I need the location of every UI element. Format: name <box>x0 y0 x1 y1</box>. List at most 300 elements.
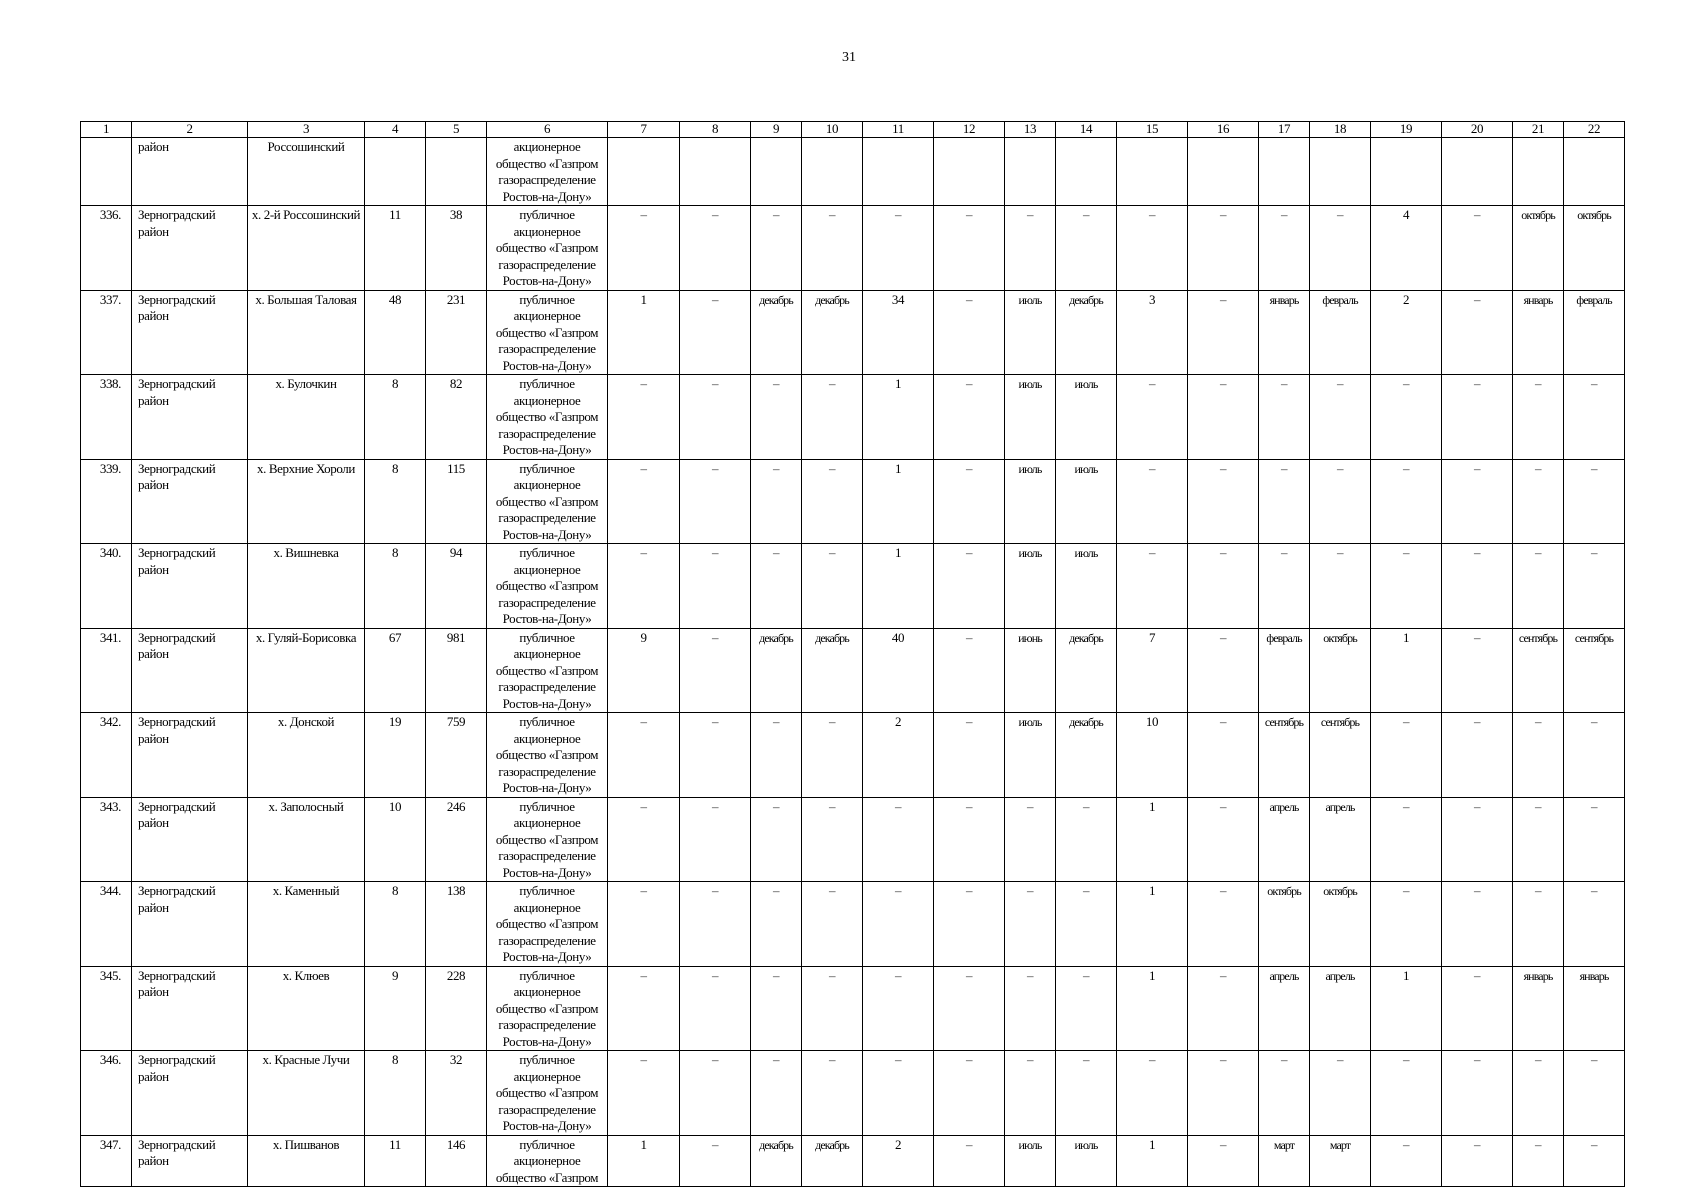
col-13-cell: – <box>1005 966 1056 1051</box>
column-number-2: 2 <box>132 122 248 138</box>
col-14-cell: июль <box>1056 459 1117 544</box>
col-16-cell: – <box>1188 1051 1259 1136</box>
col-15-cell: – <box>1117 375 1188 460</box>
col-10-cell: – <box>802 375 863 460</box>
col-4-cell: 9 <box>365 966 426 1051</box>
column-number-12: 12 <box>934 122 1005 138</box>
col-20-cell: – <box>1442 882 1513 967</box>
col-17-cell: март <box>1259 1135 1310 1187</box>
col-5-cell: 246 <box>426 797 487 882</box>
operator-cell: публичное акционерное общество «Газпром газораспределение Ростов-на-Дону» <box>487 290 608 375</box>
col-16-cell: – <box>1188 882 1259 967</box>
col-7-cell: – <box>608 1051 680 1136</box>
col-13-cell: – <box>1005 206 1056 291</box>
col-8-cell: – <box>680 797 751 882</box>
district-cell: Зерноградский район <box>132 206 248 291</box>
col-17-cell: – <box>1259 544 1310 629</box>
col-13-cell: – <box>1005 797 1056 882</box>
settlement-cell: х. Верхние Хороли <box>248 459 365 544</box>
col-20-cell: – <box>1442 206 1513 291</box>
col-5-cell <box>426 138 487 206</box>
col-15-cell: 1 <box>1117 966 1188 1051</box>
operator-cell: публичное акционерное общество «Газпром газораспределение Ростов-на-Дону» <box>487 544 608 629</box>
table-row <box>81 1135 1625 1187</box>
col-7-cell <box>608 138 680 206</box>
col-5-cell: 146 <box>426 1135 487 1187</box>
col-5-cell: 38 <box>426 206 487 291</box>
col-11-cell <box>863 138 934 206</box>
operator-cell: акционерное общество «Газпром газораспределение Ростов-на-Дону» <box>487 138 608 206</box>
col-18-cell: – <box>1310 544 1371 629</box>
operator-cell: публичное акционерное общество «Газпром газораспределение Ростов-на-Дону» <box>487 375 608 460</box>
col-13-cell: июль <box>1005 375 1056 460</box>
col-15-cell: 3 <box>1117 290 1188 375</box>
table-body <box>81 122 1625 1187</box>
col-14-cell: – <box>1056 966 1117 1051</box>
col-19-cell: 1 <box>1371 966 1442 1051</box>
column-number-20: 20 <box>1442 122 1513 138</box>
col-8-cell: – <box>680 544 751 629</box>
operator-cell: публичное акционерное общество «Газпром газораспределение Ростов-на-Дону» <box>487 628 608 713</box>
column-number-8: 8 <box>680 122 751 138</box>
settlement-cell: х. 2-й Россошинский <box>248 206 365 291</box>
col-11-cell: – <box>863 206 934 291</box>
column-number-19: 19 <box>1371 122 1442 138</box>
col-11-cell: – <box>863 797 934 882</box>
col-15-cell: – <box>1117 459 1188 544</box>
col-19-cell: – <box>1371 544 1442 629</box>
operator-cell: публичное акционерное общество «Газпром газораспределение Ростов-на-Дону» <box>487 206 608 291</box>
col-12-cell: – <box>934 544 1005 629</box>
column-number-7: 7 <box>608 122 680 138</box>
col-20-cell: – <box>1442 1051 1513 1136</box>
col-20-cell: – <box>1442 628 1513 713</box>
col-21-cell: сентябрь <box>1513 628 1564 713</box>
col-22-cell <box>1564 138 1625 206</box>
col-21-cell: – <box>1513 544 1564 629</box>
col-9-cell: – <box>751 544 802 629</box>
col-8-cell: – <box>680 966 751 1051</box>
col-9-cell <box>751 138 802 206</box>
settlement-cell: х. Большая Таловая <box>248 290 365 375</box>
col-17-cell: октябрь <box>1259 882 1310 967</box>
col-22-cell: октябрь <box>1564 206 1625 291</box>
col-10-cell: – <box>802 966 863 1051</box>
col-20-cell: – <box>1442 966 1513 1051</box>
col-22-cell: – <box>1564 544 1625 629</box>
row-number: 336. <box>81 206 132 291</box>
operator-cell: публичное акционерное общество «Газпром газораспределение Ростов-на-Дону» <box>487 882 608 967</box>
table-row <box>81 459 1625 544</box>
col-19-cell: – <box>1371 1051 1442 1136</box>
operator-cell: публичное акционерное общество «Газпром газораспределение Ростов-на-Дону» <box>487 1051 608 1136</box>
col-13-cell: – <box>1005 1051 1056 1136</box>
col-21-cell: январь <box>1513 966 1564 1051</box>
row-number: 339. <box>81 459 132 544</box>
col-9-cell: – <box>751 713 802 798</box>
table-row <box>81 1051 1625 1136</box>
col-5-cell: 228 <box>426 966 487 1051</box>
column-number-1: 1 <box>81 122 132 138</box>
col-19-cell: – <box>1371 797 1442 882</box>
column-number-17: 17 <box>1259 122 1310 138</box>
col-10-cell: – <box>802 1051 863 1136</box>
col-20-cell: – <box>1442 713 1513 798</box>
col-5-cell: 231 <box>426 290 487 375</box>
district-cell: район <box>132 138 248 206</box>
row-number: 340. <box>81 544 132 629</box>
col-12-cell: – <box>934 628 1005 713</box>
row-number: 338. <box>81 375 132 460</box>
column-number-4: 4 <box>365 122 426 138</box>
col-16-cell: – <box>1188 206 1259 291</box>
col-19-cell: 1 <box>1371 628 1442 713</box>
col-15-cell: 1 <box>1117 797 1188 882</box>
table-row <box>81 290 1625 375</box>
col-5-cell: 32 <box>426 1051 487 1136</box>
col-11-cell: 1 <box>863 544 934 629</box>
col-18-cell: – <box>1310 1051 1371 1136</box>
col-7-cell: – <box>608 882 680 967</box>
col-18-cell: – <box>1310 459 1371 544</box>
col-4-cell <box>365 138 426 206</box>
col-14-cell: декабрь <box>1056 628 1117 713</box>
col-15-cell <box>1117 138 1188 206</box>
col-4-cell: 19 <box>365 713 426 798</box>
col-17-cell: февраль <box>1259 628 1310 713</box>
col-17-cell: апрель <box>1259 797 1310 882</box>
col-5-cell: 981 <box>426 628 487 713</box>
column-number-14: 14 <box>1056 122 1117 138</box>
col-10-cell: декабрь <box>802 1135 863 1187</box>
col-8-cell: – <box>680 882 751 967</box>
district-cell: Зерноградский район <box>132 1051 248 1136</box>
col-21-cell: – <box>1513 882 1564 967</box>
col-18-cell: апрель <box>1310 966 1371 1051</box>
col-15-cell: 1 <box>1117 1135 1188 1187</box>
col-12-cell: – <box>934 882 1005 967</box>
col-17-cell: – <box>1259 1051 1310 1136</box>
col-8-cell: – <box>680 1135 751 1187</box>
district-cell: Зерноградский район <box>132 1135 248 1187</box>
col-12-cell: – <box>934 797 1005 882</box>
col-21-cell: – <box>1513 375 1564 460</box>
district-cell: Зерноградский район <box>132 375 248 460</box>
col-9-cell: – <box>751 797 802 882</box>
col-7-cell: 1 <box>608 290 680 375</box>
col-13-cell: июль <box>1005 544 1056 629</box>
settlement-cell: х. Пишванов <box>248 1135 365 1187</box>
col-10-cell: – <box>802 206 863 291</box>
row-number: 337. <box>81 290 132 375</box>
col-20-cell <box>1442 138 1513 206</box>
col-19-cell: 4 <box>1371 206 1442 291</box>
column-number-18: 18 <box>1310 122 1371 138</box>
col-5-cell: 115 <box>426 459 487 544</box>
col-14-cell: июль <box>1056 1135 1117 1187</box>
district-cell: Зерноградский район <box>132 544 248 629</box>
col-18-cell <box>1310 138 1371 206</box>
col-14-cell: – <box>1056 797 1117 882</box>
col-22-cell: – <box>1564 1135 1625 1187</box>
column-number-21: 21 <box>1513 122 1564 138</box>
col-17-cell <box>1259 138 1310 206</box>
col-8-cell: – <box>680 713 751 798</box>
col-4-cell: 8 <box>365 544 426 629</box>
col-8-cell: – <box>680 459 751 544</box>
col-13-cell: – <box>1005 882 1056 967</box>
col-12-cell: – <box>934 1135 1005 1187</box>
col-7-cell: – <box>608 713 680 798</box>
col-10-cell: декабрь <box>802 290 863 375</box>
settlement-cell: х. Красные Лучи <box>248 1051 365 1136</box>
col-18-cell: март <box>1310 1135 1371 1187</box>
col-9-cell: декабрь <box>751 290 802 375</box>
col-18-cell: февраль <box>1310 290 1371 375</box>
col-13-cell <box>1005 138 1056 206</box>
settlement-cell: Россошинский <box>248 138 365 206</box>
col-19-cell <box>1371 138 1442 206</box>
col-19-cell: – <box>1371 459 1442 544</box>
operator-cell: публичное акционерное общество «Газпром газораспределение Ростов-на-Дону» <box>487 459 608 544</box>
col-10-cell: – <box>802 797 863 882</box>
col-12-cell: – <box>934 375 1005 460</box>
col-16-cell: – <box>1188 459 1259 544</box>
col-12-cell: – <box>934 713 1005 798</box>
col-20-cell: – <box>1442 459 1513 544</box>
col-18-cell: – <box>1310 206 1371 291</box>
col-9-cell: – <box>751 882 802 967</box>
col-11-cell: – <box>863 1051 934 1136</box>
col-11-cell: 1 <box>863 459 934 544</box>
row-number <box>81 138 132 206</box>
table-row <box>81 882 1625 967</box>
col-8-cell: – <box>680 1051 751 1136</box>
district-cell: Зерноградский район <box>132 628 248 713</box>
col-16-cell: – <box>1188 375 1259 460</box>
col-17-cell: сентябрь <box>1259 713 1310 798</box>
col-10-cell: – <box>802 459 863 544</box>
table-row <box>81 138 1625 206</box>
col-9-cell: – <box>751 206 802 291</box>
settlement-cell: х. Клюев <box>248 966 365 1051</box>
settlement-cell: х. Вишневка <box>248 544 365 629</box>
col-18-cell: октябрь <box>1310 628 1371 713</box>
col-11-cell: – <box>863 966 934 1051</box>
col-9-cell: – <box>751 375 802 460</box>
col-12-cell: – <box>934 206 1005 291</box>
col-16-cell: – <box>1188 628 1259 713</box>
col-21-cell: – <box>1513 1135 1564 1187</box>
col-9-cell: декабрь <box>751 628 802 713</box>
col-22-cell: – <box>1564 375 1625 460</box>
col-11-cell: 2 <box>863 1135 934 1187</box>
col-22-cell: – <box>1564 1051 1625 1136</box>
col-15-cell: – <box>1117 206 1188 291</box>
col-7-cell: – <box>608 797 680 882</box>
operator-cell: публичное акционерное общество «Газпром газораспределение Ростов-на-Дону» <box>487 713 608 798</box>
col-7-cell: – <box>608 375 680 460</box>
col-16-cell: – <box>1188 966 1259 1051</box>
col-8-cell: – <box>680 290 751 375</box>
settlement-cell: х. Каменный <box>248 882 365 967</box>
col-4-cell: 8 <box>365 882 426 967</box>
settlement-cell: х. Донской <box>248 713 365 798</box>
col-14-cell: июль <box>1056 544 1117 629</box>
row-number: 345. <box>81 966 132 1051</box>
row-number: 346. <box>81 1051 132 1136</box>
col-21-cell: январь <box>1513 290 1564 375</box>
col-7-cell: – <box>608 206 680 291</box>
col-8-cell: – <box>680 375 751 460</box>
column-number-11: 11 <box>863 122 934 138</box>
col-4-cell: 67 <box>365 628 426 713</box>
col-12-cell: – <box>934 459 1005 544</box>
col-14-cell: – <box>1056 206 1117 291</box>
table-row <box>81 713 1625 798</box>
col-16-cell: – <box>1188 290 1259 375</box>
col-15-cell: 10 <box>1117 713 1188 798</box>
table-row <box>81 206 1625 291</box>
table-row <box>81 628 1625 713</box>
data-table <box>80 121 1625 1187</box>
col-19-cell: – <box>1371 375 1442 460</box>
col-22-cell: – <box>1564 713 1625 798</box>
col-15-cell: 7 <box>1117 628 1188 713</box>
col-12-cell: – <box>934 966 1005 1051</box>
col-14-cell <box>1056 138 1117 206</box>
district-cell: Зерноградский район <box>132 713 248 798</box>
col-10-cell: – <box>802 544 863 629</box>
district-cell: Зерноградский район <box>132 966 248 1051</box>
col-20-cell: – <box>1442 375 1513 460</box>
col-22-cell: – <box>1564 459 1625 544</box>
col-19-cell: – <box>1371 882 1442 967</box>
col-18-cell: апрель <box>1310 797 1371 882</box>
col-14-cell: июль <box>1056 375 1117 460</box>
col-12-cell: – <box>934 290 1005 375</box>
col-20-cell: – <box>1442 797 1513 882</box>
col-13-cell: июнь <box>1005 628 1056 713</box>
operator-cell: публичное акционерное общество «Газпром газораспределение Ростов-на-Дону» <box>487 966 608 1051</box>
col-15-cell: – <box>1117 544 1188 629</box>
col-22-cell: – <box>1564 882 1625 967</box>
col-7-cell: – <box>608 544 680 629</box>
col-22-cell: январь <box>1564 966 1625 1051</box>
col-17-cell: – <box>1259 375 1310 460</box>
col-21-cell <box>1513 138 1564 206</box>
col-16-cell: – <box>1188 797 1259 882</box>
col-5-cell: 759 <box>426 713 487 798</box>
col-4-cell: 11 <box>365 206 426 291</box>
col-21-cell: октябрь <box>1513 206 1564 291</box>
district-cell: Зерноградский район <box>132 459 248 544</box>
col-7-cell: 9 <box>608 628 680 713</box>
col-10-cell: – <box>802 882 863 967</box>
settlement-cell: х. Булочкин <box>248 375 365 460</box>
col-4-cell: 8 <box>365 1051 426 1136</box>
district-cell: Зерноградский район <box>132 882 248 967</box>
col-16-cell: – <box>1188 544 1259 629</box>
page-number: 31 <box>842 50 856 65</box>
col-15-cell: – <box>1117 1051 1188 1136</box>
col-22-cell: – <box>1564 797 1625 882</box>
col-14-cell: декабрь <box>1056 713 1117 798</box>
col-8-cell: – <box>680 206 751 291</box>
col-13-cell: июль <box>1005 290 1056 375</box>
column-number-9: 9 <box>751 122 802 138</box>
col-21-cell: – <box>1513 797 1564 882</box>
operator-cell: публичное акционерное общество «Газпром <box>487 1135 608 1187</box>
column-number-15: 15 <box>1117 122 1188 138</box>
col-16-cell <box>1188 138 1259 206</box>
column-number-3: 3 <box>248 122 365 138</box>
col-9-cell: – <box>751 459 802 544</box>
col-13-cell: июль <box>1005 1135 1056 1187</box>
col-21-cell: – <box>1513 713 1564 798</box>
col-10-cell: – <box>802 713 863 798</box>
column-number-22: 22 <box>1564 122 1625 138</box>
column-number-5: 5 <box>426 122 487 138</box>
table-row <box>81 375 1625 460</box>
row-number: 341. <box>81 628 132 713</box>
col-7-cell: 1 <box>608 1135 680 1187</box>
column-number-16: 16 <box>1188 122 1259 138</box>
row-number: 342. <box>81 713 132 798</box>
col-18-cell: сентябрь <box>1310 713 1371 798</box>
col-22-cell: сентябрь <box>1564 628 1625 713</box>
col-7-cell: – <box>608 459 680 544</box>
settlement-cell: х. Заполосный <box>248 797 365 882</box>
col-9-cell: декабрь <box>751 1135 802 1187</box>
row-number: 347. <box>81 1135 132 1187</box>
col-4-cell: 10 <box>365 797 426 882</box>
district-cell: Зерноградский район <box>132 290 248 375</box>
col-9-cell: – <box>751 966 802 1051</box>
col-8-cell <box>680 138 751 206</box>
operator-cell: публичное акционерное общество «Газпром газораспределение Ростов-на-Дону» <box>487 797 608 882</box>
col-20-cell: – <box>1442 544 1513 629</box>
col-13-cell: июль <box>1005 713 1056 798</box>
col-11-cell: 2 <box>863 713 934 798</box>
table-row <box>81 797 1625 882</box>
row-number: 344. <box>81 882 132 967</box>
col-13-cell: июль <box>1005 459 1056 544</box>
col-11-cell: 40 <box>863 628 934 713</box>
col-18-cell: октябрь <box>1310 882 1371 967</box>
col-19-cell: – <box>1371 1135 1442 1187</box>
column-number-13: 13 <box>1005 122 1056 138</box>
col-16-cell: – <box>1188 713 1259 798</box>
col-22-cell: февраль <box>1564 290 1625 375</box>
col-17-cell: январь <box>1259 290 1310 375</box>
col-21-cell: – <box>1513 459 1564 544</box>
col-10-cell <box>802 138 863 206</box>
col-12-cell: – <box>934 1051 1005 1136</box>
col-12-cell <box>934 138 1005 206</box>
col-7-cell: – <box>608 966 680 1051</box>
col-17-cell: – <box>1259 206 1310 291</box>
col-14-cell: – <box>1056 1051 1117 1136</box>
col-5-cell: 94 <box>426 544 487 629</box>
col-5-cell: 82 <box>426 375 487 460</box>
col-10-cell: декабрь <box>802 628 863 713</box>
row-number: 343. <box>81 797 132 882</box>
col-18-cell: – <box>1310 375 1371 460</box>
table-row <box>81 544 1625 629</box>
col-4-cell: 8 <box>365 375 426 460</box>
column-number-10: 10 <box>802 122 863 138</box>
